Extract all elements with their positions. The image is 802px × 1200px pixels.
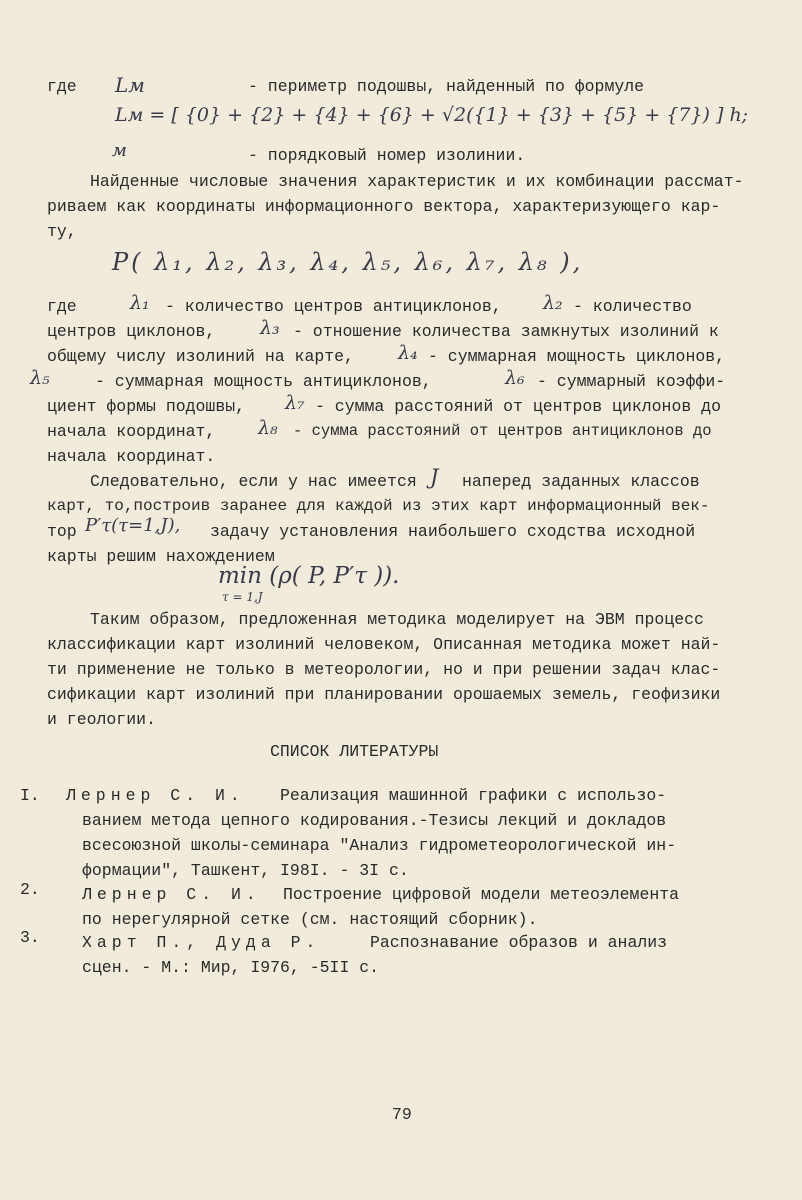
ref2-author: Лернер С. И. — [82, 885, 261, 904]
lambda2-text: - количество — [573, 297, 692, 316]
ref1-number: I. — [20, 786, 40, 805]
para2-line1b: наперед заданных классов — [462, 472, 700, 491]
ref3-line2: сцен. - М.: Мир, I976, -5II с. — [82, 958, 380, 977]
para3-line2: классификации карт изолиний человеком, Описанная методика может най- — [47, 635, 721, 654]
ref1-author: Лернер С. И. — [66, 786, 245, 805]
where-label-2: где — [47, 297, 77, 316]
ref1-line3: всесоюзной школы-семинара "Анализ гидрометеорологической ин- — [82, 836, 677, 855]
lambda7-symbol: λ₇ — [285, 392, 305, 414]
para2-line3a: тор — [47, 522, 77, 541]
ref1-line4: формации", Ташкент, I98I. - 3I с. — [82, 861, 409, 880]
para2-p-tau: P′τ(τ=1,J), — [85, 515, 181, 536]
para1-line2: риваем как координаты информационного вектора, характеризующего кар- — [47, 197, 721, 216]
where-label: где — [47, 77, 77, 96]
page-number: 79 — [392, 1105, 412, 1124]
ref2-line2: по нерегулярной сетке (см. настоящий сборник). — [82, 910, 538, 929]
references-title: СПИСОК ЛИТЕРАТУРЫ — [270, 742, 439, 761]
para3-line1: Таким образом, предложенная методика моделирует на ЭВМ процесс — [90, 610, 704, 629]
ref2-number: 2. — [20, 880, 40, 899]
para2-line1a: Следовательно, если у нас имеется — [90, 472, 417, 491]
lambda1-symbol: λ₁ — [130, 292, 150, 314]
ref1-line2: ванием метода цепного кодирования.-Тезисы лекций и докладов — [82, 811, 667, 830]
lambda2-symbol: λ₂ — [543, 292, 563, 314]
vector-def-line5: циент формы подошвы, — [47, 397, 246, 416]
lambda6-symbol: λ₆ — [505, 367, 525, 389]
ref2-line1: Построение цифровой модели метеоэлемента — [283, 885, 680, 904]
ref3-line1: Распознавание образов и анализ — [370, 933, 668, 952]
ref3-number: 3. — [20, 928, 40, 947]
para1-line1: Найденные числовые значения характеристик и их комбинации рассмат- — [90, 172, 744, 191]
vector-def-line2: центров циклонов, — [47, 322, 216, 341]
vector-formula: P( λ₁, λ₂, λ₃, λ₄, λ₅, λ₆, λ₇, λ₈ ), — [112, 248, 584, 276]
vector-def-line6: начала координат, — [47, 422, 216, 441]
para2-line4: карты решим нахождением — [47, 547, 275, 566]
lambda4-text: - суммарная мощность циклонов, — [428, 347, 726, 366]
lambda3-symbol: λ₃ — [260, 317, 280, 339]
vector-def-line3: общему числу изолиний на карте, — [47, 347, 354, 366]
lambda8-symbol: λ₈ — [258, 417, 278, 439]
lambda4-symbol: λ₄ — [398, 342, 418, 364]
para2-line2: карт, то,построив заранее для каждой из этих карт информационный век- — [47, 497, 710, 515]
min-formula: min (ρ( P, P′τ )). — [218, 563, 400, 589]
para3-line3: ти применение не только в метеорологии, но и при решении задач клас- — [47, 660, 721, 679]
para2-line3b: задачу установления наибольшего сходства исходной — [210, 522, 696, 541]
lambda3-text: - отношение количества замкнутых изолиний к — [293, 322, 719, 341]
lambda5-text: - суммарная мощность антициклонов, — [95, 372, 432, 391]
para2-j-symbol: J — [430, 465, 439, 489]
lambda7-text: - сумма расстояний от центров циклонов до — [315, 397, 721, 416]
lambda1-text: - количество центров антициклонов, — [165, 297, 502, 316]
para3-line5: и геологии. — [47, 710, 156, 729]
lm-description: - периметр подошвы, найденный по формуле — [248, 77, 645, 96]
m-description: - порядковый номер изолинии. — [248, 146, 526, 165]
lm-formula: Lм = [ {0} + {2} + {4} + {6} + √2({1} + {3} + {5} + {7}) ] h; — [115, 104, 749, 126]
m-symbol: м — [112, 140, 127, 161]
para3-line4: сификации карт изолиний при планировании орошаемых земель, геофизики — [47, 685, 721, 704]
min-formula-subscript: τ = 1,J — [222, 590, 263, 604]
ref3-author: Харт П., Дуда Р. — [82, 933, 321, 952]
lm-symbol: Lм — [115, 73, 145, 97]
lambda6-text: - суммарный коэффи- — [537, 372, 726, 391]
lambda8-text: - сумма расстояний от центров антициклонов до — [293, 422, 712, 440]
ref1-line1: Реализация машинной графики с использо- — [280, 786, 667, 805]
para1-line3: ту, — [47, 222, 77, 241]
vector-def-line7: начала координат. — [47, 447, 216, 466]
lambda5-symbol: λ₅ — [30, 367, 50, 389]
